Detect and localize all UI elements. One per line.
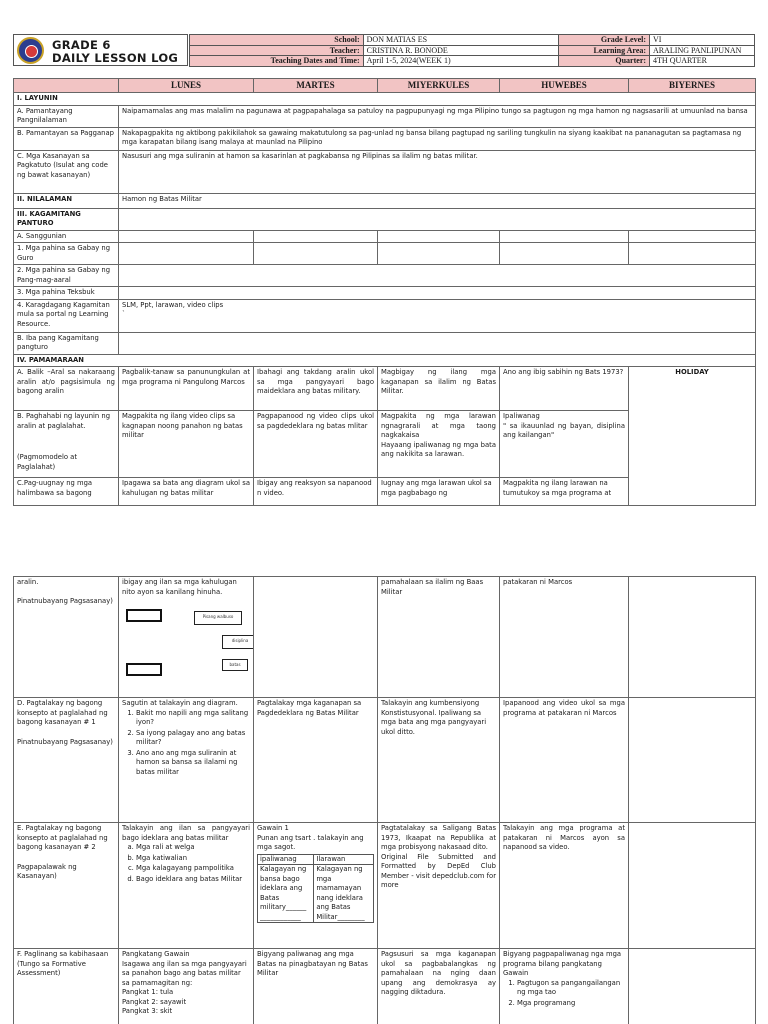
cell <box>378 243 500 265</box>
diagram-box-1: Pisang walbuso <box>194 611 242 625</box>
chart-header-ilarawan: Ilarawan <box>314 854 374 865</box>
nilalaman-text: Hamon ng Batas Militar <box>119 193 756 208</box>
cell <box>254 243 378 265</box>
program-item: 2. Mga programang <box>517 999 625 1009</box>
karagdagang-kagamitan-mark: ` <box>122 310 126 318</box>
paghahabi-miyerkules-line1: Magpakita ng mga larawan ngnagrarali at mga taong nagkakaisa <box>381 412 496 439</box>
pagtalakay-2-lunes <box>119 823 254 949</box>
row-label-kasanayan: C. Mga Kasanayan sa Pagkatuto (Isulat ang code ng bawat kasanayan) <box>14 150 119 193</box>
grade-title: GRADE 6 <box>52 38 111 52</box>
school-value: DON MATIAS ES <box>363 35 559 46</box>
topic-item: c. Mga kalagayang pampolitika <box>136 864 250 874</box>
row-label-pagtalakay-2 <box>14 823 119 949</box>
pangkatang-gawain-title: Pangkatang Gawain <box>122 950 190 958</box>
row-label-paghahabi <box>14 411 119 478</box>
pangkat-3: Pangkat 3: skit <box>122 1007 173 1015</box>
pag-uugnay-lunes-text: ibigay ang ilan sa mga kahulugan nito ayon sa kanilang hinuha. <box>122 578 237 596</box>
chart-cell-kalagayan-mamamayan: Kalagayan ng mga mamamayan nang ideklara ang Batas Militar________ <box>314 865 374 923</box>
row-label-karagdagang-kagamitan: 4. Karagdagang Kagamitan mula sa portal ng Learning Resource. <box>14 299 119 332</box>
day-header-martes: MARTES <box>254 79 378 93</box>
row-label-balik-aral: A. Balik –Aral sa nakaraang aralin at/o pagsisimula ng bagong aralin <box>14 367 119 411</box>
section-layunin: I. LAYUNIN <box>14 93 756 106</box>
diagram-box-2: disiplina <box>222 635 254 649</box>
paghahabi-lunes: Magpakita ng ilang video clips sa kagnapan noong panahon ng batas militar <box>119 411 254 478</box>
pagtalakay-2-sublabel: Pagpapalawak ng Kasanayan) <box>17 862 77 880</box>
pag-uugnay-martes-cont <box>254 577 378 698</box>
pag-uugnay-huwebes: Magpakita ng ilang larawan na tumutukoy sa mga programa at <box>500 478 629 506</box>
learning-area-label: Learning Area: <box>559 45 650 56</box>
pagtalakay-2-huwebes: Talakayin ang mga programa at patakaran ni Marcos ayon sa napanood sa video. <box>500 823 629 949</box>
question-item: 2. Sa iyong palagay ano ang batas militar? <box>136 729 250 748</box>
row-label-gabay-mag-aaral: 2. Mga pahina sa Gabay ng Pang-mag-aaral <box>14 265 119 287</box>
pagtalakay-2-topics <box>136 843 250 884</box>
paghahabi-huwebes-line2: " sa ikauunlad ng bayan, disiplina ang kailangan" <box>503 421 625 439</box>
page-two <box>0 572 768 1024</box>
cell <box>629 230 756 243</box>
depedclub-watermark-text: Original File Submitted and Formatted by DepEd Club Member - visit depedclub.com for more <box>381 852 496 889</box>
paglinang-miyerkules: Pagsusuri sa mga kaganapan ukol sa pagbabalangkas ng pamahalaan na nging daan upang ang demokrasya ay nagging diktadura. <box>378 949 500 1024</box>
pagtalakay-2-biyernes <box>629 823 756 949</box>
row-label-gabay-guro: 1. Mga pahina sa Gabay ng Guro <box>14 243 119 265</box>
diagram-box-blank-1 <box>126 609 162 622</box>
quarter-value: 4TH QUARTER <box>650 56 755 67</box>
row-label-pamantayan-sa-pagganap: B. Pamantayan sa Pagganap <box>14 127 119 150</box>
dates-label: Teaching Dates and Time: <box>190 56 364 67</box>
row-label-pamantayang-pangnilalaman: A. Pamantayang Pangnilalaman <box>14 105 119 127</box>
pagtalakay-1-questions <box>136 709 250 778</box>
paghahabi-miyerkules <box>378 411 500 478</box>
gawain-chart <box>257 854 374 924</box>
cell <box>119 243 254 265</box>
paghahabi-label: B. Paghahabi ng layunin ng aralin at paglalahat. <box>17 412 111 430</box>
pamantayan-sa-pagganap-text: Nakapagpakita ng aktibong pakikilahok sa gawaing makatutulong sa pag-unlad ng bansa bilang pagtupad ng sariling tungkulin na siyang kaakibat na pananagutan sa pagtamasa ng mga karapatan bilang isang malaya at maunlad na Pilipino <box>119 127 756 150</box>
paghahabi-miyerkules-line2: Hayaang ipaliwanag ng mga bata ang nakikita sa larawan. <box>381 440 496 458</box>
row-label-pag-uugnay-cont <box>14 577 119 698</box>
topic-item: d. Bago ideklara ang batas Militar <box>136 875 250 885</box>
pagtalakay-2-lunes-intro: Talakayin ang ilan sa pangyayari bago ideklara ang batas militar <box>122 824 250 842</box>
karagdagang-kagamitan-text <box>119 299 756 332</box>
pag-uugnay-sublabel: Pinatnubayang Pagsasanay) <box>17 596 113 605</box>
cell <box>500 230 629 243</box>
pagtalakay-1-huwebes: Ipapanood ang video ukol sa mga programa at patakaran ni Marcos <box>500 698 629 823</box>
topic-item: b. Mga katiwalian <box>136 854 250 864</box>
lesson-log-header <box>13 34 755 66</box>
cell <box>119 230 254 243</box>
pagtalakay-1-miyerkules: Talakayin ang kumbensiyong Konstistusyonal. Ipaliwang sa mga bata ang mga pangyayari ukol ditto. <box>378 698 500 823</box>
paghahabi-sublabel: (Pagmomodelo at Paglalahat) <box>17 453 78 471</box>
program-item: 1. Pagtugon sa pangangailangan ng mga tao <box>517 979 625 998</box>
question-item: 1. Bakit mo napili ang mga salitang iyon? <box>136 709 250 728</box>
quarter-label: Quarter: <box>559 56 650 67</box>
row-label-sanggunian: A. Sanggunian <box>14 230 119 243</box>
section-pamamaraan: IV. PAMAMARAAN <box>14 354 756 367</box>
pagtalakay-1-label: D. Pagtalakay ng bagong konsepto at paglalahad ng bagong kasanayan # 1 <box>17 699 108 726</box>
kasanayan-text: Nasusuri ang mga suliranin at hamon sa kasarinlan at pagkabansa ng Pilipinas sa ilalim ng batas militar. <box>119 150 756 193</box>
cell <box>119 332 756 354</box>
row-label-paglinang: F. Paglinang sa kabihasaan (Tungo sa Formative Assessment) <box>14 949 119 1024</box>
cell <box>378 230 500 243</box>
pag-uugnay-label-cont: aralin. <box>17 578 39 586</box>
cell <box>119 287 756 300</box>
paglinang-huwebes <box>500 949 629 1024</box>
kagamitan-blank <box>119 208 756 230</box>
dates-value: April 1-5, 2024(WEEK 1) <box>363 56 559 67</box>
meta-table <box>189 34 755 67</box>
pangkatang-gawain-instruction: Isagawa ang ilan sa mga pangyayari sa panahon bago ang batas militar sa pamamagitan ng: <box>122 959 247 987</box>
balik-aral-huwebes: Ano ang ibig sabihin ng Bats 1973? <box>500 367 629 411</box>
day-header-lunes: LUNES <box>119 79 254 93</box>
balik-aral-martes: Ibahagi ang takdang aralin ukol sa mga pangyayari bago maideklara ang batas military. <box>254 367 378 411</box>
paglinang-huwebes-intro: Bigyang pagpapaliwanag nga mga programa bilang pangkatang Gawain <box>503 950 622 977</box>
pagtalakay-2-miyerkules <box>378 823 500 949</box>
chart-cell-kalagayan-bansa <box>258 865 314 923</box>
row-label-iba-pang-kagamitan: B. Iba pang Kagamitang pangturo <box>14 332 119 354</box>
row-label-pagtalakay-1 <box>14 698 119 823</box>
karagdagang-kagamitan-list: SLM, Ppt, larawan, video clips <box>122 300 224 309</box>
kahulugan-diagram <box>122 597 250 669</box>
holiday-biyernes: HOLIDAY <box>629 367 756 506</box>
pag-uugnay-miyerkules: Iugnay ang mga larawan ukol sa mga pagbabago ng <box>378 478 500 506</box>
pangkat-2: Pangkat 2: sayawit <box>122 997 187 1006</box>
pagtalakay-1-martes: Pagtalakay mga kaganapan sa Pagdedeklara ng Batas Militar <box>254 698 378 823</box>
day-header-biyernes: BIYERNES <box>629 79 756 93</box>
pagtalakay-1-biyernes <box>629 698 756 823</box>
cell <box>629 243 756 265</box>
chart-cell-blank-line: ____________ <box>260 912 301 921</box>
chart-header-ipaliwanag: ipaliwanag <box>258 854 314 865</box>
section-kagamitan: III. KAGAMITANG PANTURO <box>14 208 119 230</box>
pag-uugnay-biyernes-cont <box>629 577 756 698</box>
pagtalakay-1-lunes <box>119 698 254 823</box>
corner-header <box>14 79 119 93</box>
lesson-grid-page-two <box>13 576 756 1024</box>
day-header-huwebes: HUWEBES <box>500 79 629 93</box>
gawain-title: Gawain 1 <box>257 824 289 832</box>
paghahabi-huwebes-line1: Ipaliwanag <box>503 412 540 420</box>
pagtalakay-2-label: E. Pagtalakay ng bagong konsepto at paglalahad ng bagong kasanayan # 2 <box>17 824 108 851</box>
pangkat-1: Pangkat 1: tula <box>122 988 174 996</box>
lesson-grid-page-one <box>13 78 756 506</box>
paghahabi-huwebes <box>500 411 629 478</box>
saligang-batas-text: Pagtatalakay sa Saligang Batas 1973, Ikaapat na Republika at mga probisyong nakasaad dito. <box>381 824 496 851</box>
brand-box <box>13 34 188 66</box>
pag-uugnay-martes: Ibigay ang reaksyon sa napanood n video. <box>254 478 378 506</box>
pagtalakay-1-sublabel: Pinatnubayang Pagsasanay) <box>17 737 113 746</box>
pag-uugnay-huwebes-cont: patakaran ni Marcos <box>500 577 629 698</box>
paghahabi-martes: Pagpapanood ng video clips ukol sa pagdedeklara ng batas mlitar <box>254 411 378 478</box>
cell <box>119 265 756 287</box>
grade-level-value: VI <box>650 35 755 46</box>
pagtalakay-2-martes <box>254 823 378 949</box>
balik-aral-lunes: Pagbalik-tanaw sa panunungkulan at mga programa ni Pangulong Marcos <box>119 367 254 411</box>
chart-cell-kalagayan-bansa-text: Kalagayan ng bansa bago ideklara ang Batas military______ <box>260 865 307 911</box>
pag-uugnay-lunes: Ipagawa sa bata ang diagram ukol sa kahulugan ng batas militar <box>119 478 254 506</box>
teacher-value: CRISTINA R. BONODE <box>363 45 559 56</box>
pag-uugnay-miyerkules-cont: pamahalaan sa ilalim ng Baas Militar <box>378 577 500 698</box>
day-header-miyerkules: MIYERKULES <box>378 79 500 93</box>
gawain-instruction: Punan ang tsart . talakayin ang mga sagot. <box>257 833 364 851</box>
diagram-box-3: batas <box>222 659 248 671</box>
balik-aral-miyerkules: Magbigay ng ilang mga kaganapan sa ilalim ng Batas Militar. <box>378 367 500 411</box>
teacher-label: Teacher: <box>190 45 364 56</box>
topic-item: a. Mga rali at welga <box>136 843 250 853</box>
paglinang-biyernes <box>629 949 756 1024</box>
learning-area-value: ARALING PANLIPUNAN <box>650 45 755 56</box>
row-label-pag-uugnay: C.Pag-uugnay ng mga halimbawa sa bagong <box>14 478 119 506</box>
school-label: School: <box>190 35 364 46</box>
section-nilalaman: II. NILALAMAN <box>14 193 119 208</box>
deped-seal-icon <box>17 37 44 64</box>
row-label-teksbuk: 3. Mga pahina Teksbuk <box>14 287 119 300</box>
pagtalakay-1-lunes-intro: Sagutin at talakayin ang diagram. <box>122 699 238 707</box>
paglinang-huwebes-list <box>517 979 625 1009</box>
paglinang-lunes <box>119 949 254 1024</box>
pag-uugnay-lunes-cont <box>119 577 254 698</box>
cell <box>254 230 378 243</box>
question-item: 3. Ano ano ang mga suliranin at hamon sa bansa sa ilalami ng batas militar <box>136 749 250 778</box>
pamantayang-pangnilalaman-text: Naipamamalas ang mas malalim na pagunawa at pagpapahalaga sa patuloy na pagpupunyagi ng mga Pilipino tungo sa pagtugon ng mga hamon ng nagsasarili at umuunlad na bansa <box>119 105 756 127</box>
grade-level-label: Grade Level: <box>559 35 650 46</box>
diagram-box-blank-2 <box>126 663 162 676</box>
cell <box>500 243 629 265</box>
daily-lesson-log-title: DAILY LESSON LOG <box>52 51 179 65</box>
paglinang-martes: Bigyang paliwanag ang mga Batas na pinagbatayan ng Batas Militar <box>254 949 378 1024</box>
